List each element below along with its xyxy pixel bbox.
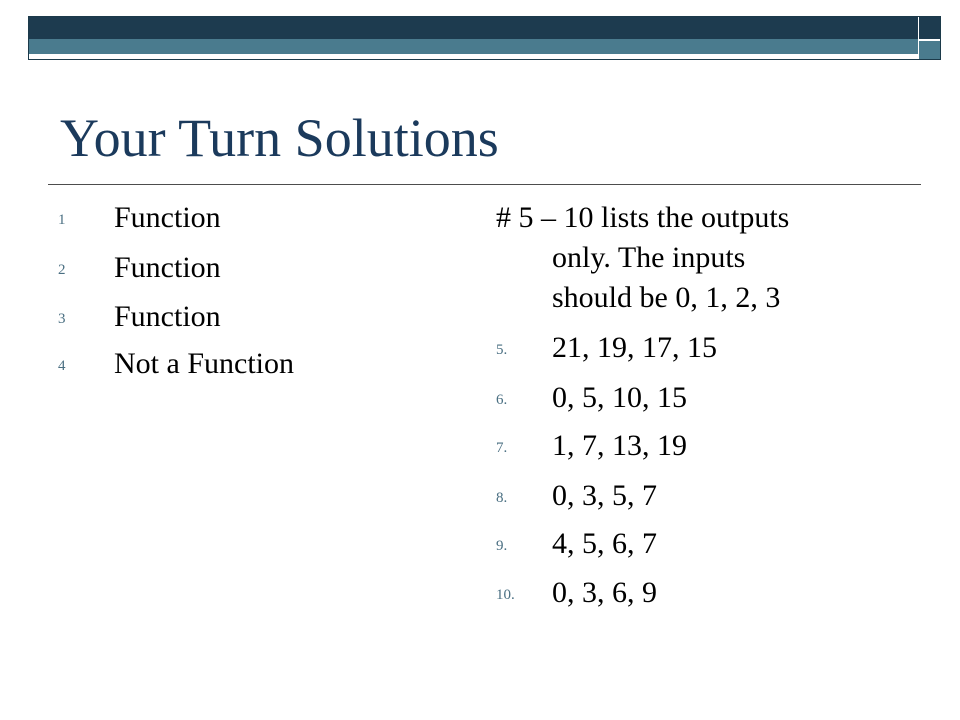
item-text: 0, 3, 5, 7 [552, 479, 657, 512]
top-bar-teal-band [29, 39, 918, 54]
item-text: 0, 5, 10, 15 [552, 381, 687, 414]
top-bar-teal-square [919, 41, 940, 59]
item-number: 1 [58, 212, 66, 228]
top-decorative-bar [28, 16, 941, 60]
outputs-note-line-3: should be 0, 1, 2, 3 [552, 281, 781, 314]
item-text: 21, 19, 17, 15 [552, 331, 717, 364]
item-number: 6. [496, 392, 508, 408]
item-number: 2 [58, 262, 66, 278]
item-text: Function [114, 300, 221, 333]
outputs-note-line-2: only. The inputs [552, 241, 746, 274]
item-text: Function [114, 251, 221, 284]
item-text: 1, 7, 13, 19 [552, 429, 687, 462]
item-number: 5. [496, 342, 508, 358]
item-number: 4 [58, 358, 66, 374]
item-text: Function [114, 201, 221, 234]
title-divider [48, 184, 921, 185]
outputs-note [496, 198, 916, 318]
top-bar-dark-square [919, 17, 940, 39]
top-bar-dark-band [29, 17, 918, 39]
item-number: 9. [496, 538, 508, 554]
slide-title: Your Turn Solutions [60, 108, 499, 168]
item-number: 8. [496, 490, 508, 506]
item-number: 7. [496, 440, 508, 456]
outputs-note-line-1: # 5 – 10 lists the outputs [496, 201, 790, 234]
item-text: 0, 3, 6, 9 [552, 576, 657, 609]
item-number: 3 [58, 311, 66, 327]
item-number: 10. [496, 587, 515, 603]
item-text: 4, 5, 6, 7 [552, 527, 657, 560]
item-text: Not a Function [114, 347, 294, 380]
